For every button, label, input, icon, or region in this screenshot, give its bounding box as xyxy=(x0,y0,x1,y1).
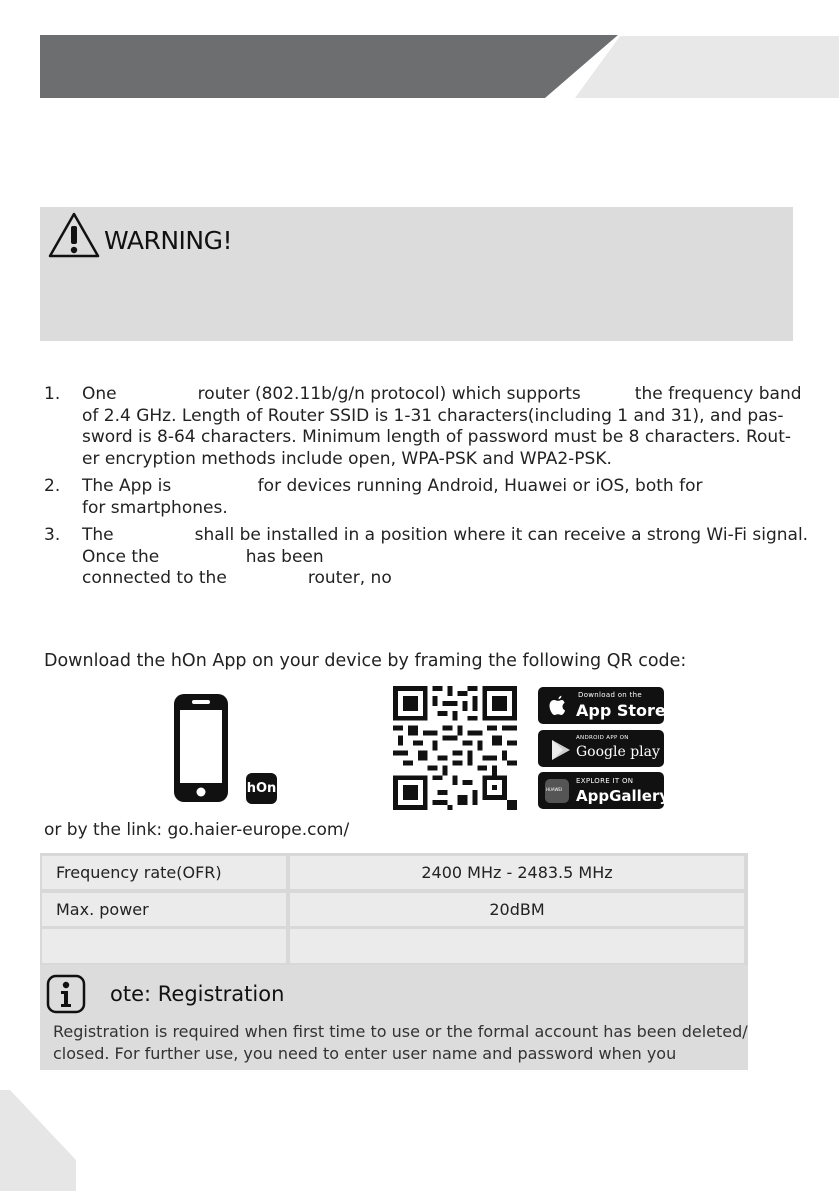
specs-table xyxy=(40,853,748,965)
table-row-label xyxy=(42,929,286,963)
store-big-label: App Store xyxy=(576,701,666,720)
store-small-label: Download on the xyxy=(578,691,642,699)
list-line: connected to the router, no xyxy=(82,568,392,588)
note-title: ote: Registration xyxy=(110,982,285,1006)
requirements-list xyxy=(44,384,814,596)
play-icon xyxy=(550,739,572,761)
warning-title: WARNING! xyxy=(104,226,232,255)
list-item xyxy=(44,384,814,470)
cell-text: 2400 MHz - 2483.5 MHz xyxy=(421,863,613,882)
list-line: sword is 8-64 characters. Minimum length of password must be 8 characters. Rout- xyxy=(82,427,791,447)
list-line: The shall be installed in a position where it can receive a strong Wi-Fi signal. xyxy=(82,525,809,545)
list-line: Once the has been xyxy=(82,546,324,567)
app-gallery-button[interactable] xyxy=(538,772,670,809)
list-item xyxy=(44,476,814,519)
list-number: 2. xyxy=(44,476,61,496)
list-line: for smartphones. xyxy=(82,497,228,518)
table-row-value xyxy=(290,929,744,963)
list-number: 1. xyxy=(44,384,61,404)
list-line: er encryption methods include open, WPA-PSK and WPA2-PSK. xyxy=(82,448,612,469)
cell-text: 20dBM xyxy=(489,900,545,919)
header-banner xyxy=(0,0,839,110)
table-row-value xyxy=(290,893,744,926)
smartphone-icon xyxy=(172,692,230,804)
warning-triangle-icon xyxy=(46,210,102,260)
table-row-label xyxy=(42,893,286,926)
store-big-label: Google play xyxy=(576,744,660,760)
hon-app-badge: hOn xyxy=(246,773,277,804)
note-line: closed. For further use, you need to enter user name and password when you xyxy=(53,1044,677,1063)
store-big-label: AppGallery xyxy=(576,787,670,805)
list-line: The App is for devices running Android, Huawei or iOS, both for xyxy=(82,476,703,496)
huawei-logo-text: HUAWEI xyxy=(546,787,563,792)
list-line: of 2.4 GHz. Length of Router SSID is 1-31 characters(including 1 and 31), and pas- xyxy=(82,405,784,426)
store-small-label: ANDROID APP ON xyxy=(576,735,629,741)
qr-code[interactable] xyxy=(392,686,518,810)
list-number: 3. xyxy=(44,525,61,545)
table-row-label xyxy=(42,856,286,889)
app-store-button[interactable] xyxy=(538,687,664,724)
header-banner-dark xyxy=(40,35,618,98)
note-text xyxy=(53,1021,748,1065)
cell-text: Frequency rate(OFR) xyxy=(56,863,222,882)
table-row-value xyxy=(290,856,744,889)
download-instruction: Download the hOn App on your device by framing the following QR code: xyxy=(44,651,687,671)
google-play-button[interactable] xyxy=(538,730,664,767)
download-link-text: or by the link: go.haier-europe.com/ xyxy=(44,820,350,840)
note-line: Registration is required when first time to use or the formal account has been deleted/ xyxy=(53,1022,748,1041)
apple-icon xyxy=(548,695,568,717)
cell-text: Max. power xyxy=(56,900,149,919)
store-small-label: EXPLORE IT ON xyxy=(576,777,634,785)
info-icon xyxy=(46,974,86,1014)
header-banner-light xyxy=(575,36,839,98)
page-corner-tab xyxy=(0,1090,90,1191)
huawei-icon xyxy=(545,779,569,803)
list-item xyxy=(44,525,814,590)
list-line: One router (802.11b/g/n protocol) which supports the frequency band xyxy=(82,384,802,404)
